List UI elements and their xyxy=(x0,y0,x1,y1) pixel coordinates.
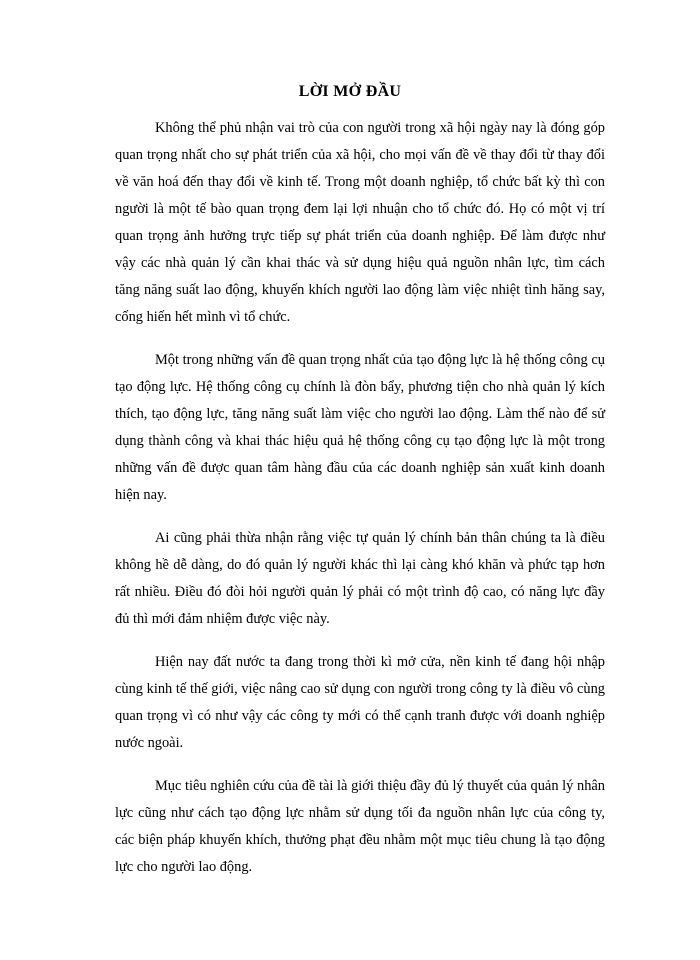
document-body xyxy=(115,115,605,897)
paragraph-3: Ai cũng phải thừa nhận rằng việc tự quản lý chính bản thân chúng ta là điều không hề dễ dàng, do đó quản lý người khác thì lại càng khó khăn và phức tạp hơn rất nhiều. Điều đó đòi hỏi người quản lý phải có một trình độ cao, có năng lực đầy đủ thì mới đảm nhiệm được việc này. xyxy=(115,530,605,627)
paragraph-4: Hiện nay đất nước ta đang trong thời kì mở cửa, nền kinh tế đang hội nhập cùng kinh tế thế giới, việc nâng cao sử dụng con người trong công ty là điều vô cùng quan trọng vì có như vậy các công ty mới có thể cạnh tranh được với doanh nghiệp nước ngoài. xyxy=(115,654,605,751)
paragraph-2: Một trong những vấn đề quan trọng nhất của tạo động lực là hệ thống công cụ tạo động lực. Hệ thống công cụ chính là đòn bẩy, phương tiện cho nhà quản lý kích thích, tạo động lực, tăng năng suất làm việc cho người lao động. Làm thế nào để sử dụng thành công và khai thác hiệu quả hệ thống công cụ tạo động lực là một trong những vấn đề được quan tâm hàng đầu của các doanh nghiệp sản xuất kinh doanh hiện nay. xyxy=(115,352,605,503)
page-title: LỜI MỞ ĐẦU xyxy=(298,83,402,100)
paragraph-1: Không thể phủ nhận vai trò của con người trong xã hội ngày nay là đóng góp quan trọng nhất cho sự phát triển của xã hội, cho mọi vấn đề về thay đổi từ thay đổi về văn hoá đến thay đổi về kinh tế. Trong một doanh nghiệp, tổ chức bất kỳ thì con người là một tế bào quan trọng đem lại lợi nhuận cho tổ chức đó. Họ có một vị trí quan trọng ảnh hưởng trực tiếp sự phát triển của doanh nghiệp. Để làm được như vậy các nhà quản lý cần khai thác và sử dụng hiệu quả nguồn nhân lực, tìm cách tăng năng suất lao động, khuyến khích người lao động làm việc nhiệt tình hăng say, cống hiến hết mình vì tổ chức. xyxy=(115,120,605,325)
paragraph-5: Mục tiêu nghiên cứu của đề tài là giới thiệu đầy đủ lý thuyết của quản lý nhân lực cũng như cách tạo động lực nhằm sử dụng tối đa nguồn nhân lực của công ty, các biện pháp khuyến khích, thưởng phạt đều nhằm một mục tiêu chung là tạo động lực cho người lao động. xyxy=(115,778,605,875)
